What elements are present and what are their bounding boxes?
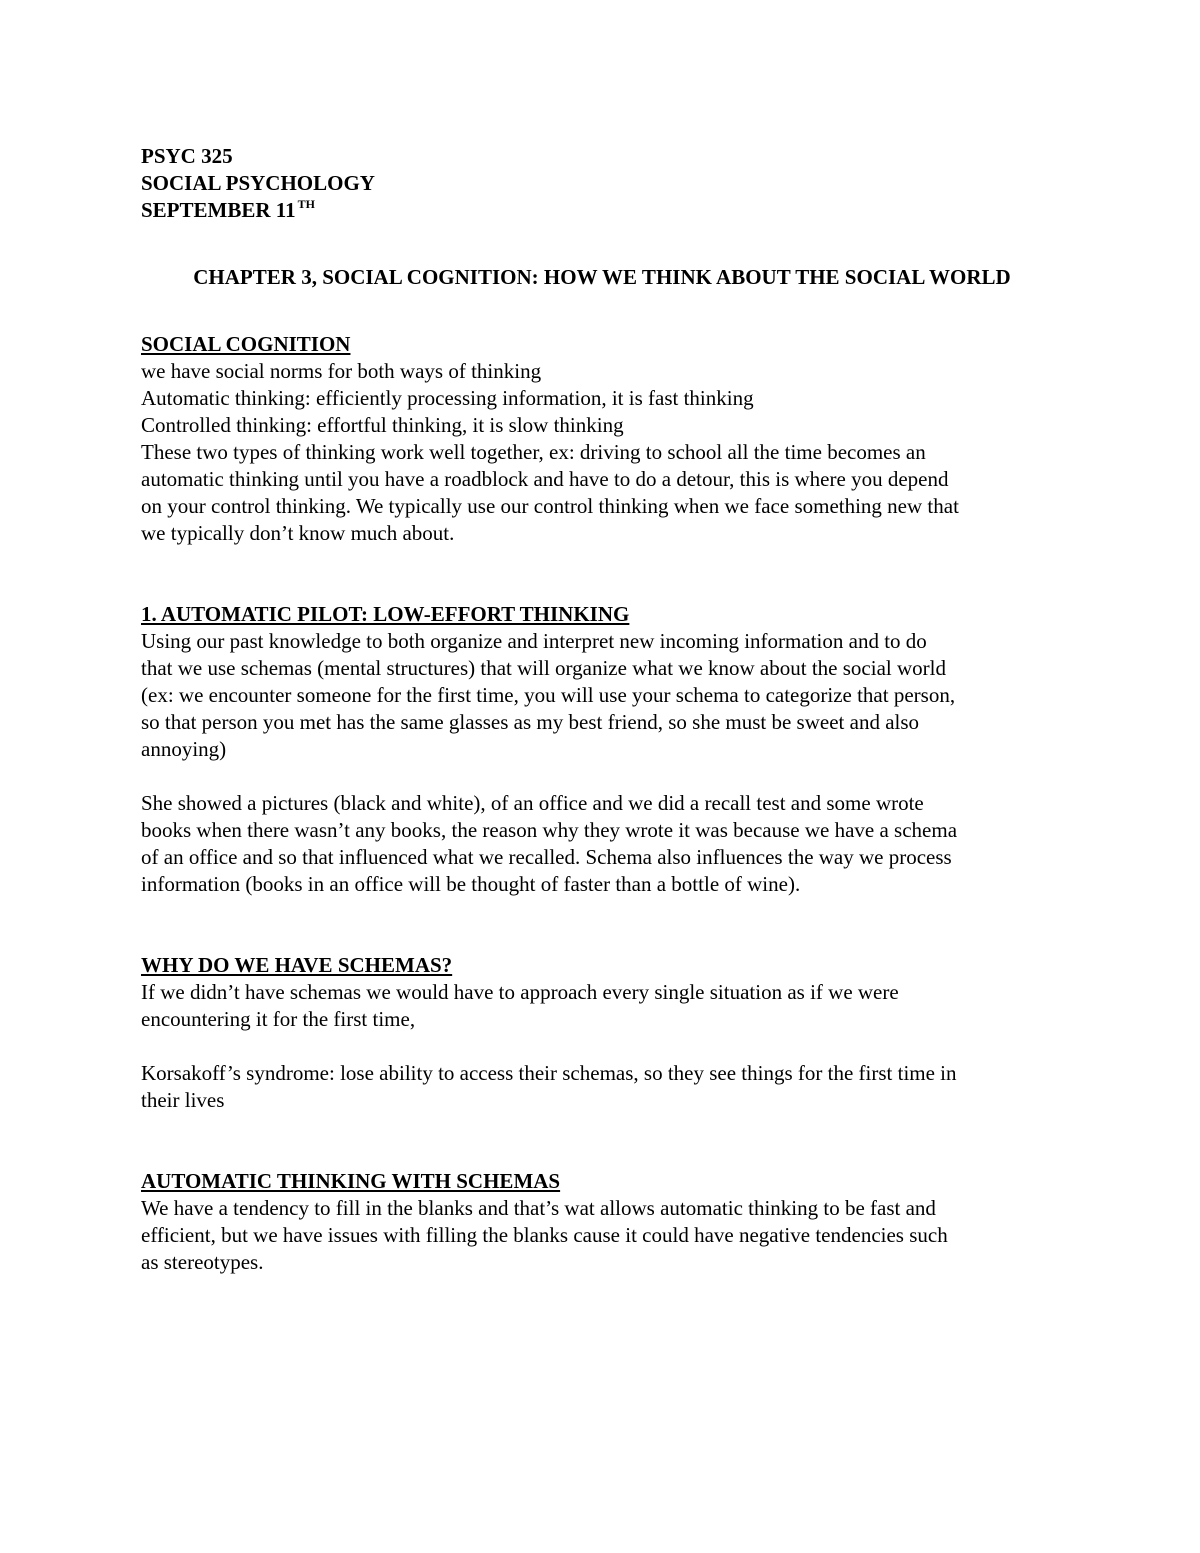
section-heading: AUTOMATIC THINKING WITH SCHEMAS xyxy=(141,1169,561,1193)
text-line: If we didn’t have schemas we would have to approach every single situation as if we were xyxy=(141,980,899,1004)
text-line: We have a tendency to fill in the blanks and that’s wat allows automatic thinking to be fast and xyxy=(141,1196,936,1220)
section-heading: 1. AUTOMATIC PILOT: LOW-EFFORT THINKING xyxy=(141,602,630,626)
document-page xyxy=(141,143,1071,1276)
section-automatic-pilot xyxy=(141,601,1071,898)
section-heading: SOCIAL COGNITION xyxy=(141,332,351,356)
text-line: that we use schemas (mental structures) that will organize what we know about the social world xyxy=(141,656,946,680)
text-line: Controlled thinking: effortful thinking, it is slow thinking xyxy=(141,413,624,437)
section-automatic-thinking-schemas xyxy=(141,1168,1071,1276)
course-code: PSYC 325 xyxy=(141,144,233,168)
chapter-title: CHAPTER 3, SOCIAL COGNITION: HOW WE THINK ABOUT THE SOCIAL WORLD xyxy=(193,265,1011,289)
section-why-schemas xyxy=(141,952,1071,1114)
text-line: of an office and so that influenced what we recalled. Schema also influences the way we process xyxy=(141,845,952,869)
text-line: Using our past knowledge to both organize and interpret new incoming information and to do xyxy=(141,629,927,653)
section-social-cognition xyxy=(141,331,1071,547)
text-line: efficient, but we have issues with filling the blanks cause it could have negative tendencies such xyxy=(141,1223,948,1247)
text-line: These two types of thinking work well together, ex: driving to school all the time becomes an xyxy=(141,440,926,464)
text-line: books when there wasn’t any books, the reason why they wrote it was because we have a schema xyxy=(141,818,958,842)
document-header xyxy=(141,143,1071,224)
course-subject: SOCIAL PSYCHOLOGY xyxy=(141,171,375,195)
lecture-date-suffix: TH xyxy=(297,197,315,211)
lecture-date xyxy=(141,197,1071,224)
text-line: their lives xyxy=(141,1088,225,1112)
text-line: we have social norms for both ways of thinking xyxy=(141,359,542,383)
text-line: (ex: we encounter someone for the first time, you will use your schema to categorize that person, xyxy=(141,683,956,707)
text-line: annoying) xyxy=(141,737,227,761)
text-line: so that person you met has the same glasses as my best friend, so she must be sweet and also xyxy=(141,710,920,734)
lecture-date-text: SEPTEMBER 11 xyxy=(141,198,296,222)
text-line: Korsakoff’s syndrome: lose ability to access their schemas, so they see things for the first time in xyxy=(141,1061,957,1085)
text-line: on your control thinking. We typically use our control thinking when we face something new that xyxy=(141,494,959,518)
section-heading: WHY DO WE HAVE SCHEMAS? xyxy=(141,953,453,977)
text-line: as stereotypes. xyxy=(141,1250,264,1274)
text-line: automatic thinking until you have a roadblock and have to do a detour, this is where you depend xyxy=(141,467,949,491)
text-line: She showed a pictures (black and white), of an office and we did a recall test and some wrote xyxy=(141,791,924,815)
text-line: information (books in an office will be thought of faster than a bottle of wine). xyxy=(141,872,801,896)
text-line: we typically don’t know much about. xyxy=(141,521,455,545)
text-line: Automatic thinking: efficiently processing information, it is fast thinking xyxy=(141,386,754,410)
text-line: encountering it for the first time, xyxy=(141,1007,416,1031)
